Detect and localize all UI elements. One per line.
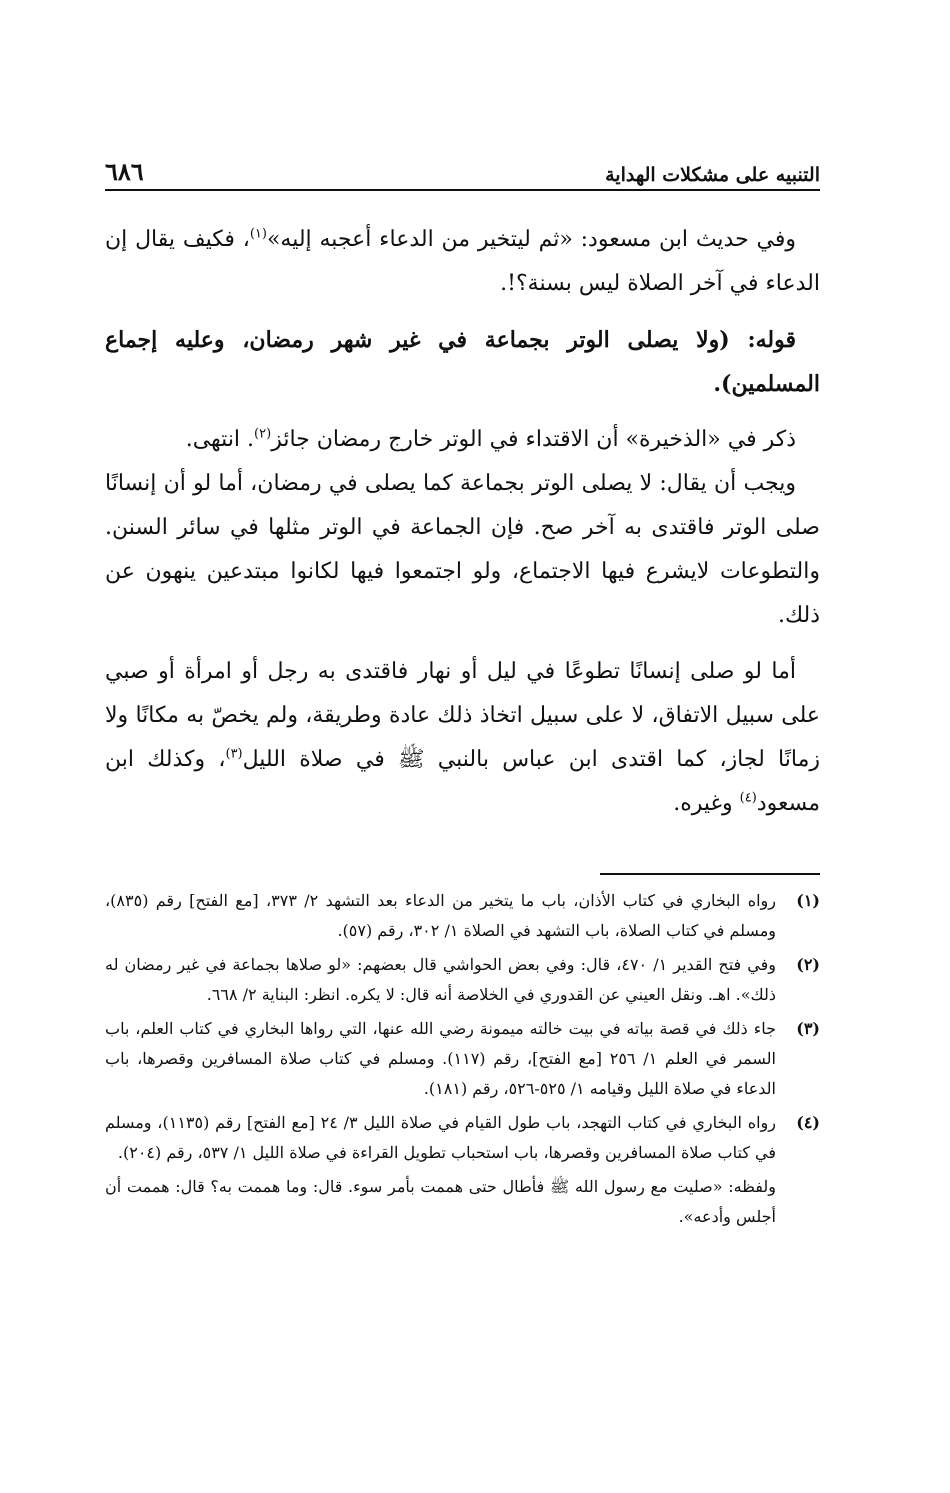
paragraph-3: ذكر في «الذخيرة» أن الاقتداء في الوتر خارج رمضان جائز$^{(٢)}$. انتهى. <box>185 426 796 452</box>
footnote-ref-3[interactable]: (٣) <box>225 746 243 762</box>
footnote-text: وفي فتح القدير ١/ ٤٧٠، قال: وفي بعض الحواشي قال بعضهم: «لو صلاها بجماعة في غير رمضان له ذلك». اهـ. ونقل العيني عن القدوري في الخلاصة أنه قال: لا يكره. انظر: البناية ٢/ ٦٦٨. <box>105 955 776 1004</box>
footnote-text: رواه البخاري في كتاب الأذان، باب ما يتخير من الدعاء بعد التشهد ٢/ ٣٧٣، [مع الفتح] رقم (٨٣٥)، ومسلم في كتاب الصلاة، باب التشهد في الصلاة ١/ ٣٠٢، رقم (٥٧). <box>105 891 776 940</box>
footnote-ref-1[interactable]: (١) <box>249 226 267 242</box>
footnote-3 <box>105 1014 820 1104</box>
paragraph-1: وفي حديث ابن مسعود: «ثم ليتخير من الدعاء أعجبه إليه»$^{(١)}$، فكيف يقال إن الدعاء في آخر الصلاة ليس بسنة؟!. <box>105 226 820 296</box>
paragraph-5: أما لو صلى إنسانًا تطوعًا في ليل أو نهار فاقتدى به رجل أو امرأة أو صبي على سبيل الاتفاق، لا على سبيل اتخاذ ذلك عادة وطريقة، ولم يخصّ به مكانًا ولا زمانًا لجاز، كما اقتدى ابن عباس بالنبي ﷺ في صلاة الليل$^{(٣)}$، وكذلك ابن مسعود$^{(٤)}$ وغيره. <box>105 659 820 816</box>
page-number: ٦٨٦ <box>105 157 144 186</box>
footnote-1 <box>105 886 820 946</box>
main-text <box>105 218 820 826</box>
footnote-text: جاء ذلك في قصة بياته في بيت خالته ميمونة رضي الله عنها، التي رواها البخاري في كتاب العلم، باب السمر في العلم ١/ ٢٥٦ [مع الفتح]، رقم (١١٧). ومسلم في كتاب صلاة المسافرين وقصرها، باب الدعاء في صلاة الليل وقيامه ١/ ٥٢٥-٥٢٦، رقم (١٨١). <box>105 1019 776 1098</box>
footnote-4 <box>105 1108 820 1168</box>
footnote-number: (٣) <box>796 1019 820 1038</box>
footnote-ref-4[interactable]: (٤) <box>739 790 757 806</box>
footnote-number: (١) <box>796 891 820 910</box>
paragraph-2-quote: قوله: (ولا يصلى الوتر بجماعة في غير شهر رمضان، وعليه إجماع المسلمين). <box>105 327 820 397</box>
footnotes <box>105 886 820 1232</box>
book-title: التنبيه على مشكلات الهداية <box>605 164 820 186</box>
footnote-2 <box>105 950 820 1010</box>
header-divider <box>105 189 820 191</box>
footnote-text: رواه البخاري في كتاب التهجد، باب طول القيام في صلاة الليل ٣/ ٢٤ [مع الفتح] رقم (١١٣٥)، ومسلم في كتاب صلاة المسافرين وقصرها، باب استحباب تطويل القراءة في صلاة الليل ١/ ٥٣٧، رقم (٢٠٤). <box>105 1113 777 1162</box>
running-header <box>105 150 820 186</box>
footnote-divider <box>600 873 820 875</box>
footnote-number: (٤) <box>796 1113 820 1132</box>
paragraph-4: ويجب أن يقال: لا يصلى الوتر بجماعة كما يصلى في رمضان، أما لو أن إنسانًا صلى الوتر فاقتدى به آخر صح. فإن الجماعة في الوتر مثلها في سائر السنن. والتطوعات لايشرع فيها الاجتماع، ولو اجتمعوا فيها لكانوا مبتدعين ينهون عن ذلك. <box>105 471 820 628</box>
footnote-number: (٢) <box>796 955 820 974</box>
footnote-4-continuation: ولفظه: «صليت مع رسول الله ﷺ فأطال حتى هممت بأمر سوء. قال: وما هممت به؟ قال: هممت أن أجلس وأدعه». <box>105 1177 776 1226</box>
footnote-ref-2[interactable]: (٢) <box>254 426 272 442</box>
